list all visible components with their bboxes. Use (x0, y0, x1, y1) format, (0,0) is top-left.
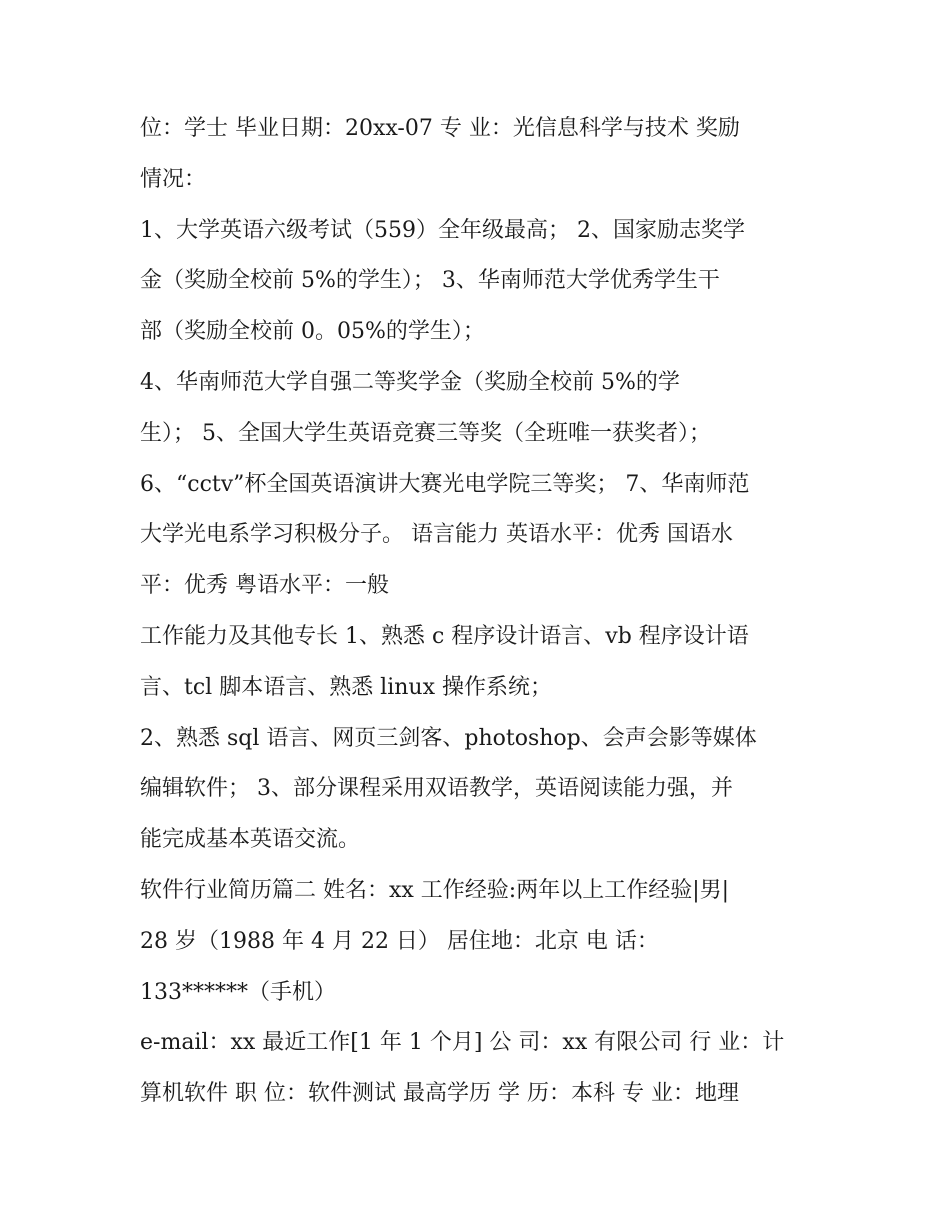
text-line: 言、tcl 脚本语言、熟悉 linux 操作系统； (140, 674, 552, 700)
text-line: 平：优秀 粤语水平：一般 (140, 573, 389, 599)
text-line: 4、华南师范大学自强二等奖学金（奖励全校前 5%的学 (140, 369, 680, 395)
text-line: 位：学士 毕业日期：20xx-07 专 业：光信息科学与技术 奖励 (140, 116, 740, 141)
text-line: 6、“cctv”杯全国英语演讲大赛光电学院三等奖； 7、华南师范 (140, 471, 750, 497)
text-line: 28 岁（1988 年 4 月 22 日） 居住地：北京 电 话： (140, 928, 659, 954)
text-line: 2、熟悉 sql 语言、网页三剑客、photoshop、会声会影等媒体 (140, 725, 757, 751)
text-line: 金（奖励全校前 5%的学生）； 3、华南师范大学优秀学生干 (140, 268, 720, 294)
text-line: 编辑软件； 3、部分课程采用双语教学，英语阅读能力强，并 (140, 776, 733, 802)
resume-text (140, 104, 820, 1120)
text-line: 大学光电系学习积极分子。 语言能力 英语水平：优秀 国语水 (140, 522, 733, 548)
text-line: 能完成基本英语交流。 (140, 827, 361, 853)
text-line: 算机软件 职 位：软件测试 最高学历 学 历：本科 专 业：地理 (140, 1081, 739, 1107)
text-line: 工作能力及其他专长 1、熟悉 c 程序设计语言、vb 程序设计语 (140, 623, 749, 649)
text-line: 情况： (140, 166, 207, 192)
text-line: e-mail：xx 最近工作[1 年 1 个月] 公 司：xx 有限公司 行 业：计 (140, 1030, 785, 1056)
text-line: 软件行业简历篇二 姓名：xx 工作经验:两年以上工作经验|男| (140, 877, 730, 903)
text-line: 1、大学英语六级考试（559）全年级最高； 2、国家励志奖学 (140, 217, 745, 243)
text-line: 生）； 5、全国大学生英语竞赛三等奖（全班唯一获奖者）； (140, 420, 711, 446)
text-line: 部（奖励全校前 0。05%的学生）； (140, 319, 485, 345)
text-line: 133******（手机） (140, 979, 336, 1005)
